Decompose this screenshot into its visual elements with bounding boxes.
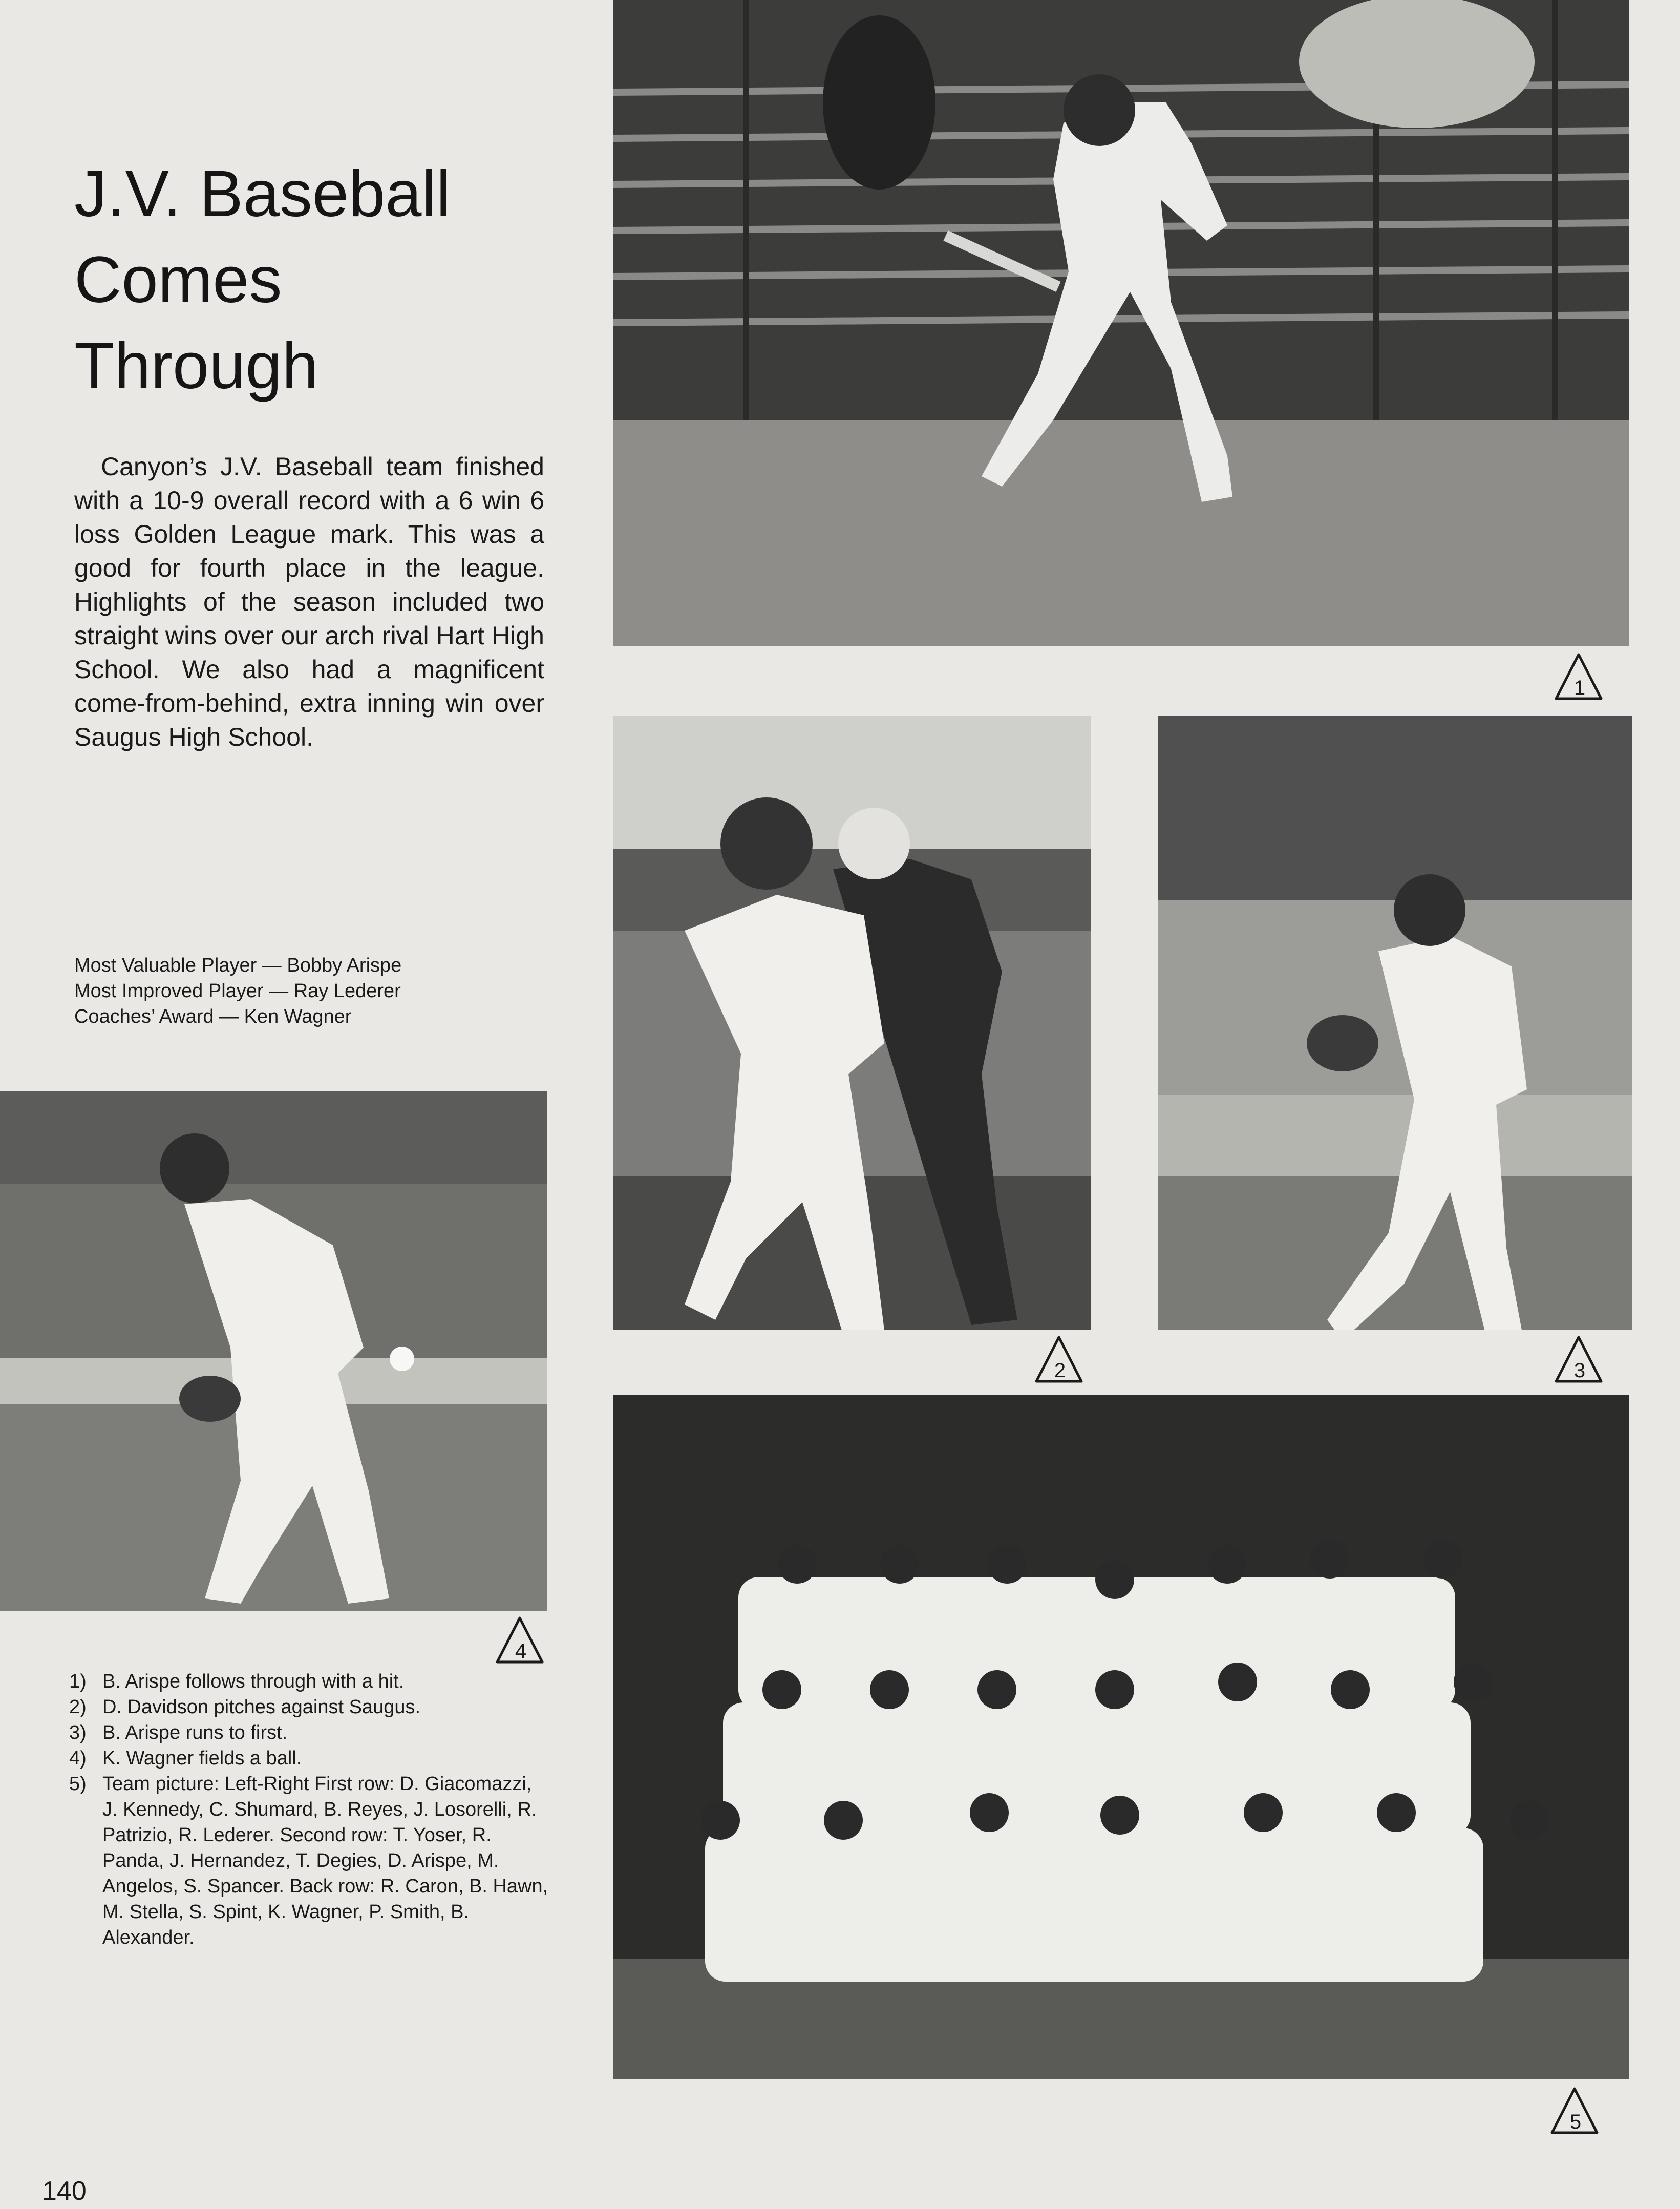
award-item: Coaches’ Award — Ken Wagner <box>74 1006 352 1027</box>
page-number: 140 <box>42 2176 87 2206</box>
caption-item <box>69 1745 550 1771</box>
caption-text: B. Arispe runs to first. <box>102 1722 288 1743</box>
title-line-3: Through <box>74 329 318 403</box>
photo-captions <box>69 1669 550 1950</box>
caption-item <box>69 1720 550 1745</box>
caption-text: Team picture: Left-Right First row: D. Giacomazzi, J. Kennedy, C. Shumard, B. Reyes, J. Losorelli, R. Patrizio, R. Lederer. Second row: T. Yoser, R. Panda, J. Hernandez, T. Degies, D. Arispe, M. Angelos, S. Spancer. Back row: R. Caron, B. Hawn, M. Stella, S. Spint, K. Wagner, P. Smith, B. Alexander. <box>102 1773 548 1948</box>
award-item: Most Valuable Player — Bobby Arispe <box>74 955 402 976</box>
photo-marker-2 <box>1033 1334 1084 1385</box>
marker-number: 5 <box>1569 2111 1582 2133</box>
photo-marker-5 <box>1549 2086 1600 2137</box>
caption-text: K. Wagner fields a ball. <box>102 1748 302 1769</box>
caption-item <box>69 1771 550 1950</box>
marker-number: 2 <box>1054 1359 1066 1382</box>
caption-number: 4) <box>69 1748 87 1769</box>
caption-number: 3) <box>69 1722 87 1743</box>
caption-number: 2) <box>69 1696 87 1718</box>
photo-marker-3 <box>1553 1334 1604 1385</box>
photo-team <box>613 1395 1629 2079</box>
title-line-1: J.V. Baseball <box>74 157 451 230</box>
marker-number: 4 <box>515 1640 527 1663</box>
page-title <box>74 151 586 409</box>
photo-pitcher <box>1158 716 1632 1330</box>
caption-item <box>69 1694 550 1720</box>
photo-marker-1 <box>1553 651 1604 703</box>
awards-list <box>74 953 561 1029</box>
article-body: Canyon’s J.V. Baseball team finished with a 10-9 overall record with a 6 win 6 loss Golden League mark. This was a good for fourth place in the league. Highlights of the season included two straight wins over our arch rival Hart High School. We also had a magnificent come-from-behind, extra inning win over Saugus High School. <box>74 452 544 751</box>
photo-marker-4 <box>494 1615 545 1666</box>
photo-runner <box>613 716 1091 1330</box>
caption-number: 5) <box>69 1773 87 1795</box>
award-item: Most Improved Player — Ray Lederer <box>74 980 401 1002</box>
marker-number: 1 <box>1573 677 1586 699</box>
photo-fielder <box>0 1091 547 1611</box>
caption-text: B. Arispe follows through with a hit. <box>102 1671 405 1692</box>
caption-number: 1) <box>69 1671 87 1692</box>
caption-text: D. Davidson pitches against Saugus. <box>102 1696 421 1718</box>
caption-item <box>69 1669 550 1694</box>
title-line-2: Comes <box>74 243 282 317</box>
marker-number: 3 <box>1573 1359 1586 1382</box>
photo-batter <box>613 0 1629 646</box>
